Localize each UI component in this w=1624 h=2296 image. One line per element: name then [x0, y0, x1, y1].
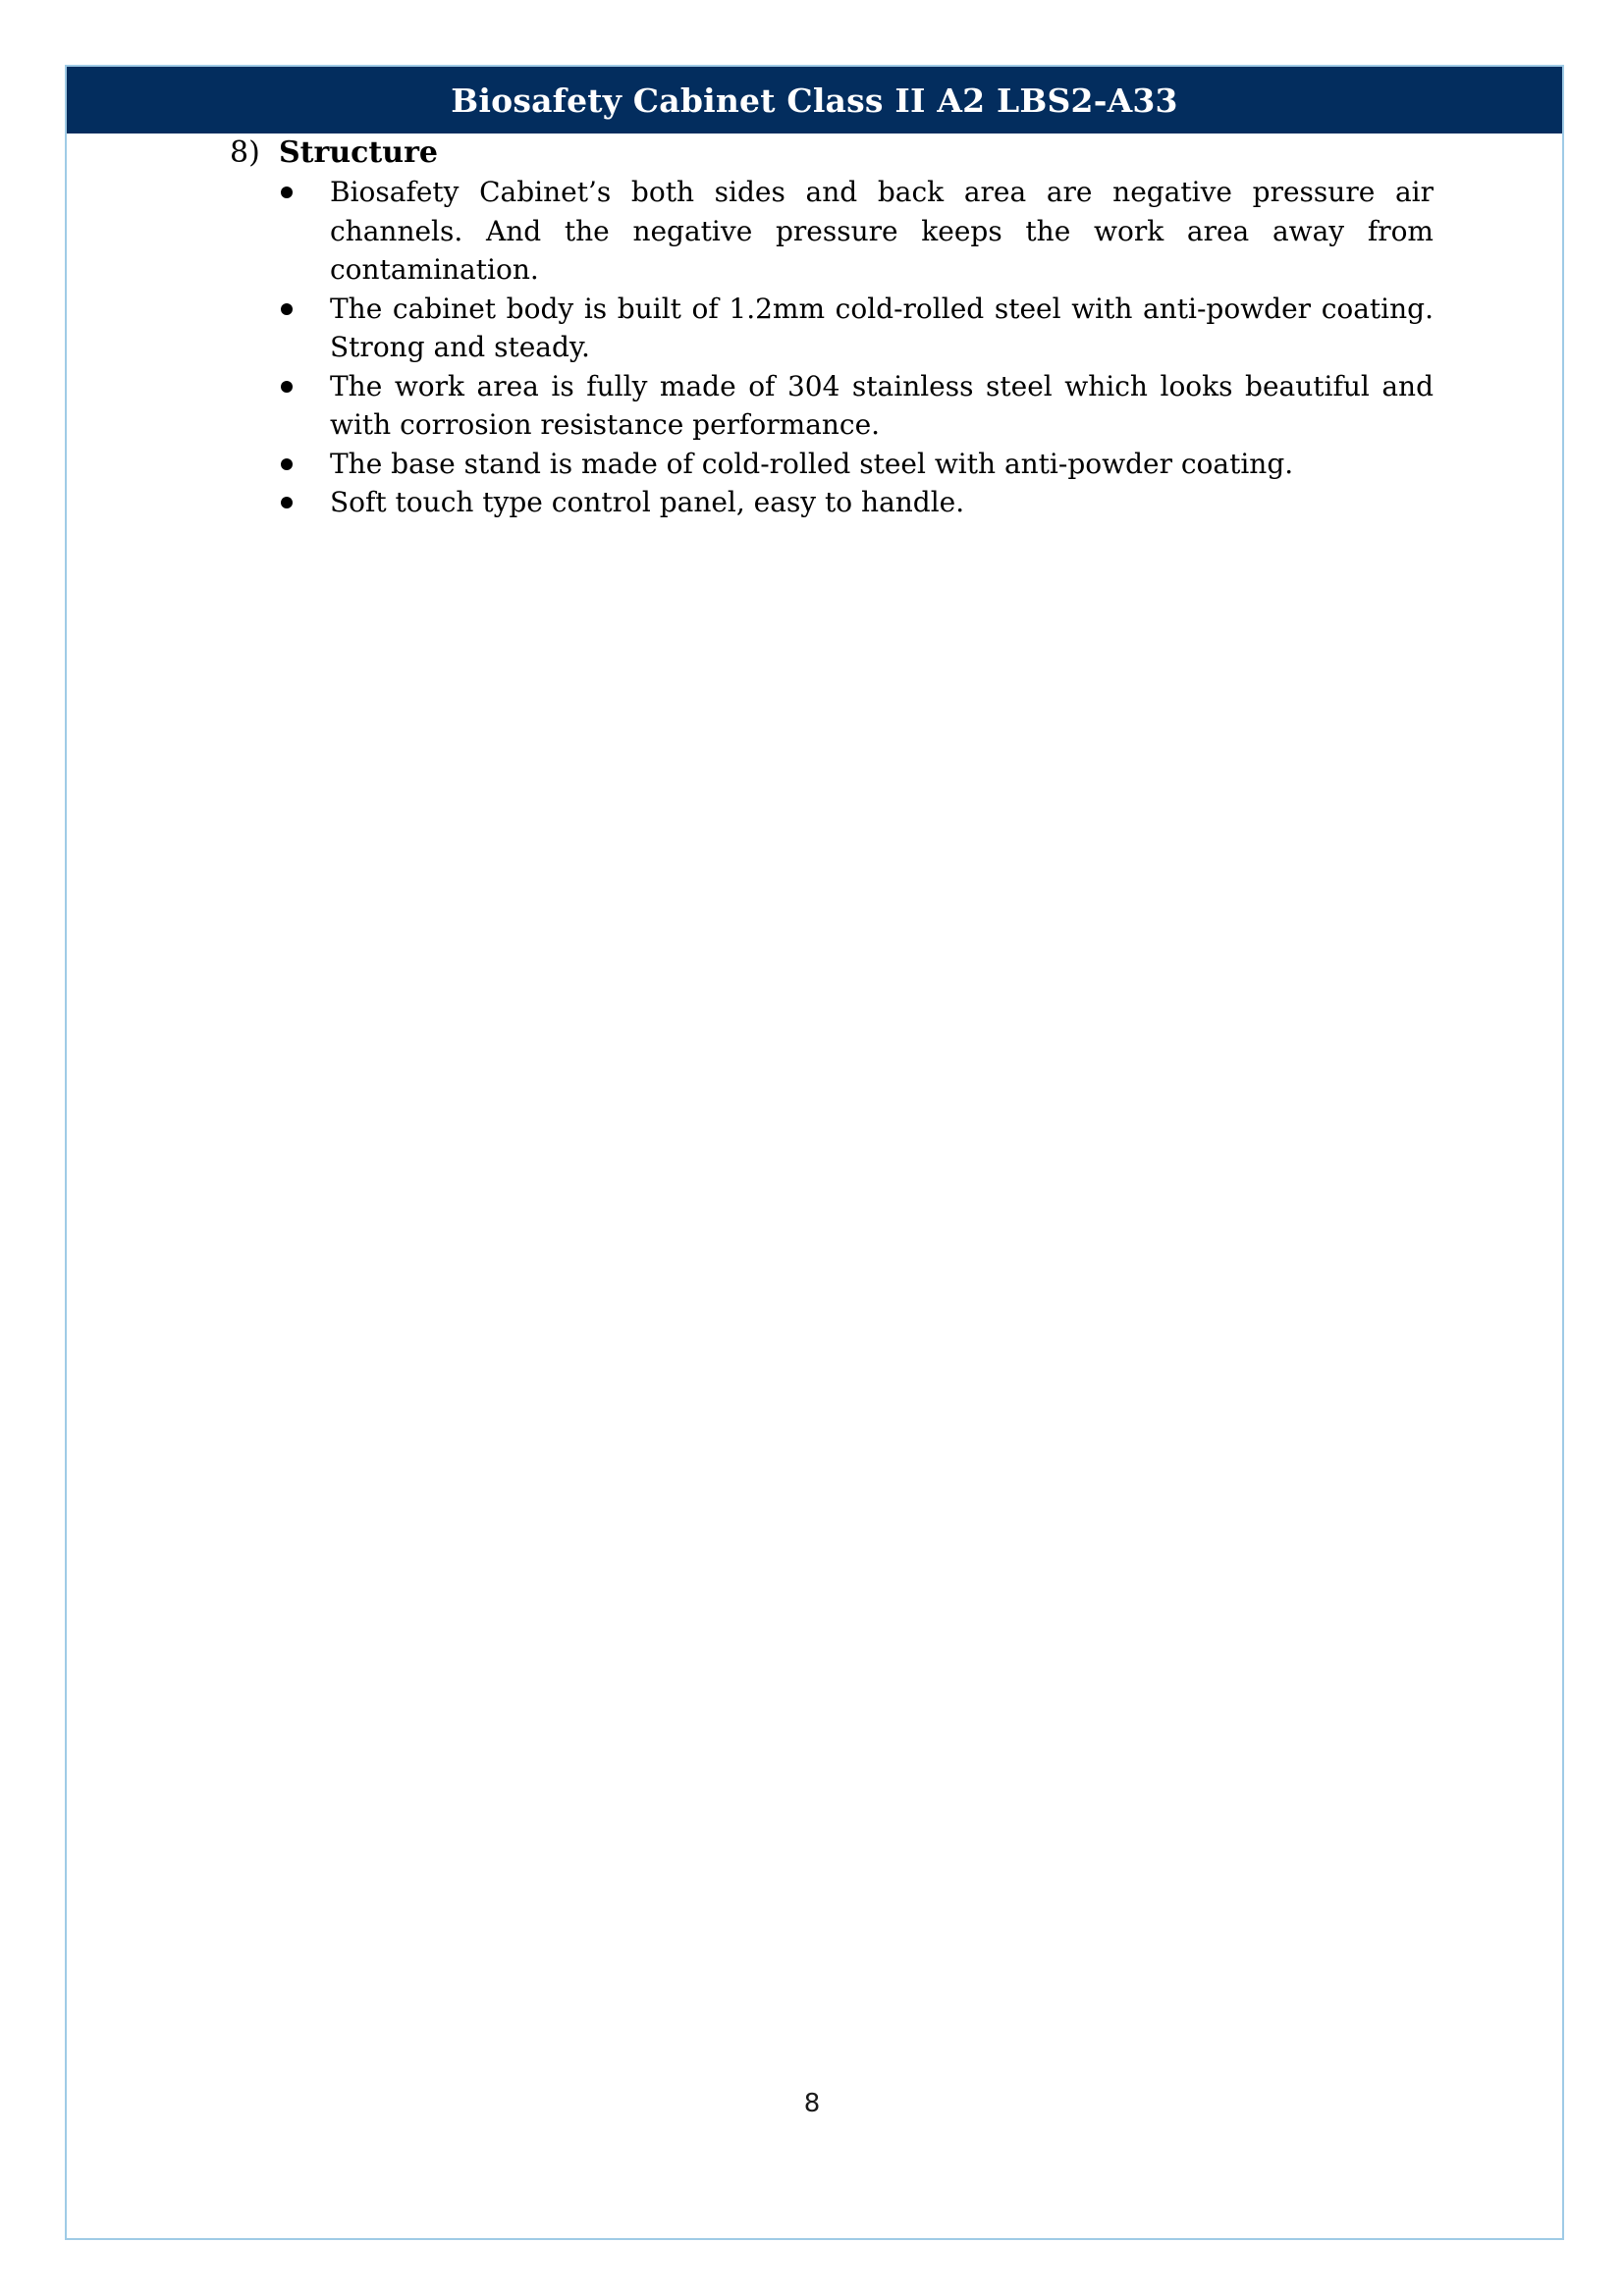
bullet-list	[230, 173, 1434, 522]
bullet-icon	[281, 303, 293, 315]
bullet-icon	[281, 187, 293, 198]
bullet-icon	[281, 497, 293, 508]
list-item-text: The work area is fully made of 304 stainless steel which looks beautiful and with corrosion resistance performance.	[330, 369, 1434, 441]
section-title: Structure	[279, 135, 438, 170]
structure-section	[230, 133, 1434, 522]
list-item	[230, 367, 1434, 445]
document-title: Biosafety Cabinet Class II A2 LBS2-A33	[451, 80, 1178, 120]
bullet-icon	[281, 458, 293, 470]
list-item-text: The base stand is made of cold-rolled steel with anti-powder coating.	[330, 447, 1294, 480]
title-bar	[67, 67, 1562, 133]
list-item	[230, 445, 1434, 484]
list-item-text: Biosafety Cabinet’s both sides and back area are negative pressure air channels. And the negative pressure keeps the work area away from contamination.	[330, 176, 1434, 286]
list-item	[230, 173, 1434, 290]
list-item-text: Soft touch type control panel, easy to handle.	[330, 486, 965, 518]
list-item	[230, 290, 1434, 367]
page-number: 8	[803, 2089, 821, 2118]
list-item-text: The cabinet body is built of 1.2mm cold-rolled steel with anti-powder coating. Strong and steady.	[330, 292, 1434, 363]
bullet-icon	[281, 381, 293, 393]
section-heading	[230, 133, 1434, 173]
section-number: 8)	[230, 135, 260, 170]
list-item	[230, 483, 1434, 522]
